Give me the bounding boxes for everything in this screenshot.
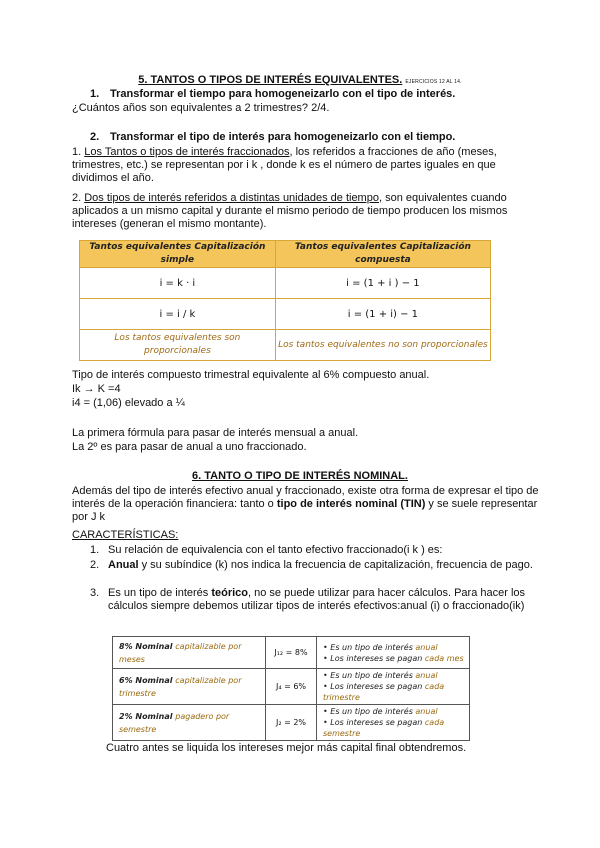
item-2-number: 2. [90,559,100,571]
intro-b: y se suele representar por J k [72,498,538,523]
p1-text: , los referidos a fracciones de año (meses, trimestres, etc.) se representan por i k , donde k es el número de partes iguales en que dividimos el año. [72,146,497,184]
item-3 [108,587,536,613]
note-line-1: Tipo de interés compuesto trimestral equivalente al 6% compuesto anual. [72,369,430,381]
table1-header-compound: Tantos equivalentes Capitalización compuesta [275,241,490,268]
nominal-symbol: J₁₂ = 8% [266,637,317,669]
heading-2: Transformar el tipo de interés para homogeneizarlo con el tiempo. [110,131,456,143]
table-row [113,705,470,741]
nominal-bullets: • Es un tipo de interés anual • Los intereses se pagan cada mes [317,637,470,669]
table1-header-simple: Tantos equivalentes Capitalización simple [80,241,276,268]
paragraph-equivalent-rates [72,192,534,231]
question-1: ¿Cuántos años son equivalentes a 2 trimestres? 2/4. [72,102,330,114]
item-3-b: , no se puede utilizar para hacer cálculos. Para hacer los cálculos siempre debemos utilizar tipos de interés efectivos:anual (i) o fraccionado(ik) [108,587,526,612]
heading-1-number: 1. [90,88,100,100]
nominal-bullets: • Es un tipo de interés anual • Los intereses se pagan cada trimestre [317,669,470,705]
section-5-title [0,74,600,89]
table1-footer-simple: Los tantos equivalentes son proporcionales [80,330,276,361]
heading-2-number: 2. [90,131,100,143]
item-1: Su relación de equivalencia con el tanto efectivo fraccionado(i k ) es: [108,544,443,556]
section-6-title [0,470,600,483]
note-line-4: La primera fórmula para pasar de interés mensual a anual. [72,427,359,439]
item-1-number: 1. [90,544,100,556]
p2-term: Dos tipos de interés referidos a distintas unidades de tiempo [84,192,379,204]
item-2 [108,559,536,572]
nominal-label: 6% Nominal capitalizable por trimestre [113,669,266,705]
item-3-a: Es un tipo de interés [108,587,212,599]
p1-prefix: 1. [72,146,85,158]
nominal-symbol: J₂ = 2% [266,705,317,741]
table1-footer-compound: Los tantos equivalentes no son proporcionales [275,330,490,361]
equivalent-rates-table [79,240,491,361]
p2-text: , son equivalentes cuando aplicados a un mismo capital y durante el mismo periodo de tiempo producen los mismos intereses (generan el mismo montante). [72,192,508,230]
section-5-heading: 5. TANTOS O TIPOS DE INTERÉS EQUIVALENTES. [138,74,403,86]
nominal-bullets: • Es un tipo de interés anual • Los intereses se pagan cada semestre [317,705,470,741]
formula-compound-1: i = (1 + i ) − 1 [275,268,490,299]
table-row [113,637,470,669]
heading-1: Transformar el tiempo para homogeneizarlo con el tipo de interés. [110,88,456,100]
section-6-intro [72,485,540,524]
closing-line: Cuatro antes se liquida los intereses mejor más capital final obtendremos. [106,742,467,754]
formula-simple-1: i = k · i [80,268,276,299]
item-2-text: y su subíndice (k) nos indica la frecuencia de capitalización, frecuencia de pago. [138,559,533,571]
p1-term: Los Tantos o tipos de interés fraccionados [84,146,290,158]
nominal-label: 8% Nominal capitalizable por meses [113,637,266,669]
item-3-bold: teórico [211,587,249,599]
note-line-5: La 2º es para pasar de anual a uno fraccionado. [72,441,307,453]
paragraph-fractional-rates [72,146,534,185]
note-line-3: i4 = (1,06) elevado a ¼ [72,397,185,409]
section-6-heading: 6. TANTO O TIPO DE INTERÉS NOMINAL. [192,470,408,482]
characteristics-title: CARACTERÍSTICAS: [72,529,179,541]
formula-simple-2: i = i / k [80,299,276,330]
nominal-symbol: J₄ = 6% [266,669,317,705]
intro-a: Además del tipo de interés efectivo anual y fraccionado, existe otra forma de expresar el tipo de interés de la operación financiera: tanto o [72,485,539,510]
item-3-number: 3. [90,587,100,599]
note-line-2: Ik → K =4 [72,383,121,395]
exercises-note: EJERCICIOS 12 AL 14. [405,79,462,85]
nominal-label: 2% Nominal pagadero por semestre [113,705,266,741]
nominal-rates-table [112,636,470,741]
table-row [113,669,470,705]
item-2-bold: Anual [108,559,139,571]
formula-compound-2: i = (1 + i) − 1 [275,299,490,330]
intro-bold: tipo de interés nominal (TIN) [276,498,426,510]
p2-prefix: 2. [72,192,85,204]
